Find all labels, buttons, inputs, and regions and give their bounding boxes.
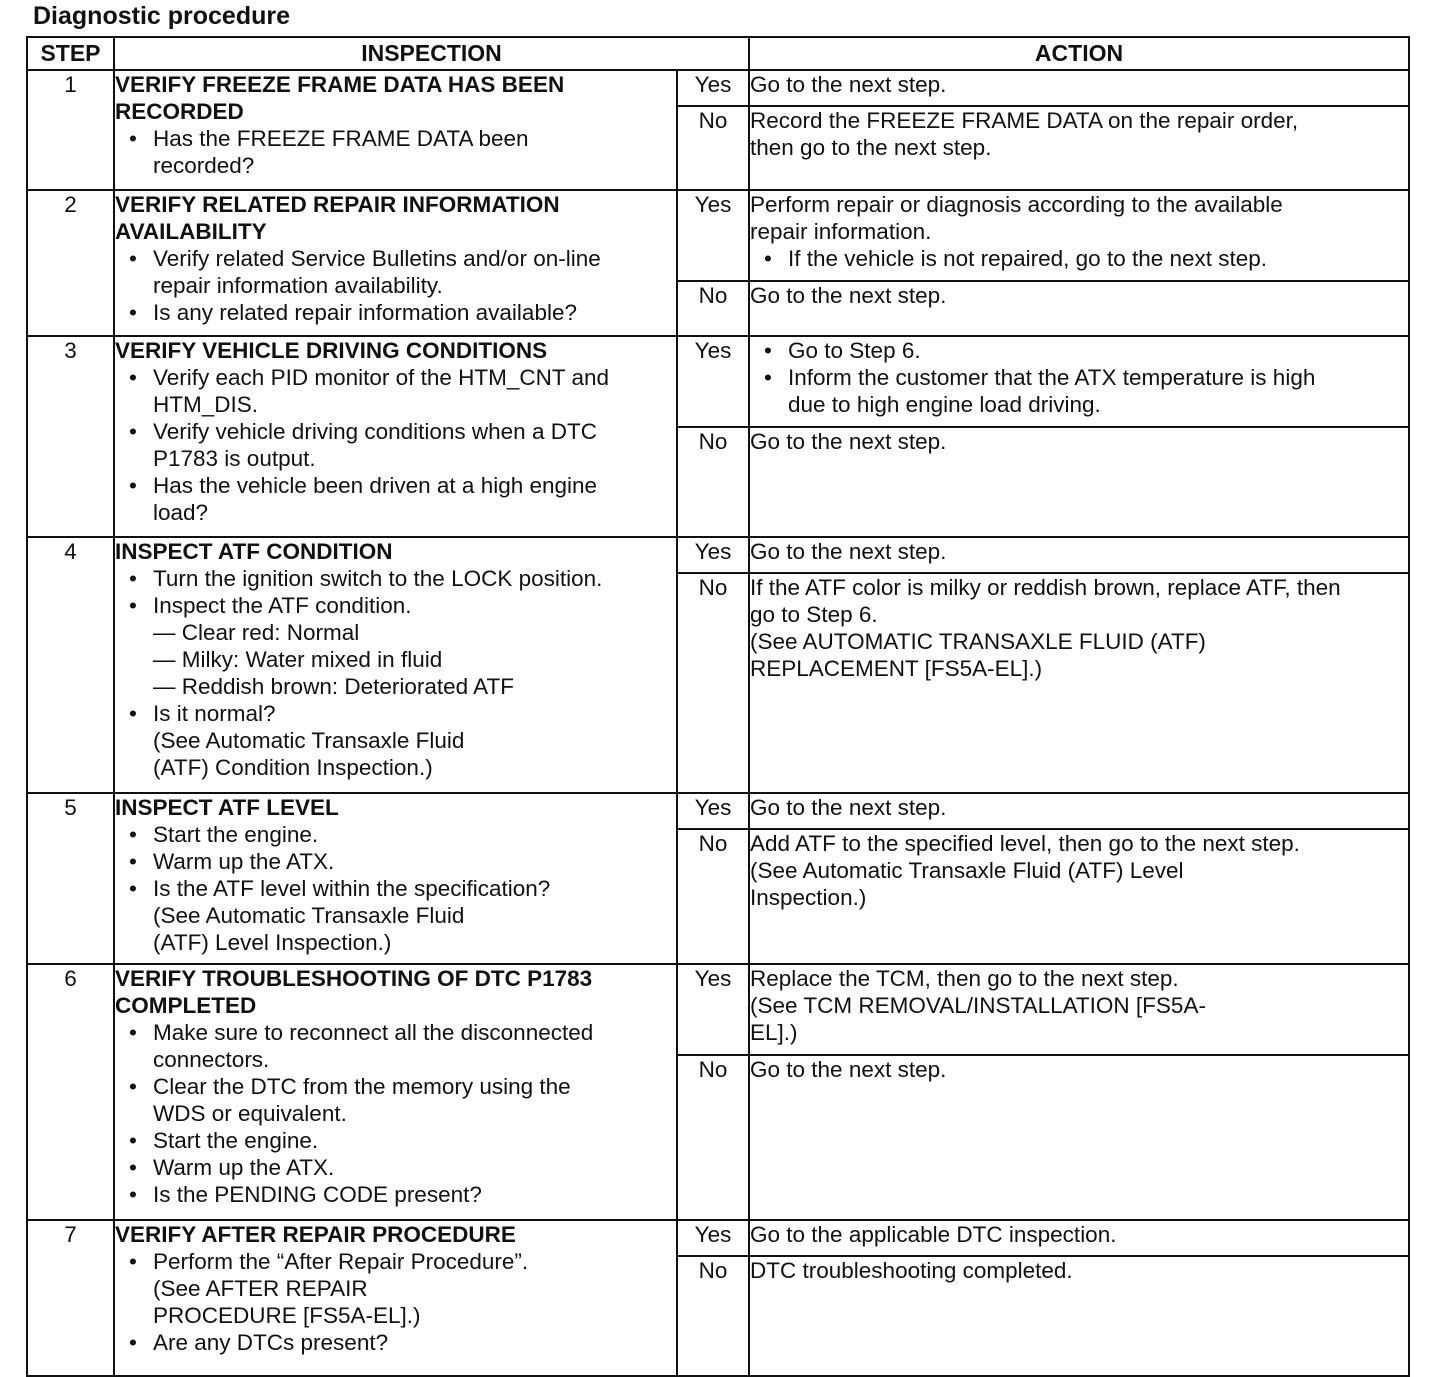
inspection-cell — [114, 190, 677, 336]
bullet-line: WDS or equivalent. — [153, 1101, 347, 1126]
action-bullet: • Go to Step 6. — [750, 337, 1408, 364]
inspection-heading-line: INSPECT ATF CONDITION — [115, 539, 393, 564]
action-line: Replace the TCM, then go to the next step. — [750, 966, 1179, 991]
step-number: 1 — [27, 70, 114, 190]
action-no — [749, 829, 1409, 964]
inspection-bullets — [115, 245, 676, 326]
action-line: EL].) — [750, 1020, 798, 1045]
bullet-line: load? — [153, 500, 209, 525]
bullet-line: (ATF) Condition Inspection.) — [153, 755, 433, 780]
inspection-bullet — [115, 700, 676, 781]
table-row — [27, 793, 1409, 829]
inspection-bullet — [115, 1248, 676, 1329]
bullet-line: repair information availability. — [153, 273, 443, 298]
no-label: No — [677, 106, 749, 190]
inspection-heading — [115, 794, 676, 821]
inspection-cell — [114, 537, 677, 793]
header-action: ACTION — [749, 37, 1409, 70]
step-number: 7 — [27, 1220, 114, 1376]
inspection-cell — [114, 964, 677, 1220]
inspection-heading — [115, 191, 676, 245]
inspection-heading-line: VERIFY VEHICLE DRIVING CONDITIONS — [115, 338, 548, 363]
no-label: No — [677, 281, 749, 336]
action-line: Record the FREEZE FRAME DATA on the repair order, — [750, 108, 1299, 133]
action-yes — [749, 190, 1409, 281]
bullet-line: (See Automatic Transaxle Fluid — [153, 903, 465, 928]
inspection-bullets — [115, 364, 676, 526]
inspection-bullets — [115, 565, 676, 781]
step-number: 6 — [27, 964, 114, 1220]
inspection-heading — [115, 1221, 676, 1248]
bullet-line: — Clear red: Normal — [153, 620, 360, 645]
inspection-bullets — [115, 125, 676, 179]
bullet-line: • Is the ATF level within the specification? — [153, 876, 551, 901]
bullet-line: HTM_DIS. — [153, 392, 259, 417]
table-row — [27, 336, 1409, 427]
inspection-bullet — [115, 1181, 676, 1208]
inspection-bullet — [115, 592, 676, 700]
action-line: Add ATF to the specified level, then go to the next step. — [750, 831, 1300, 856]
step-number: 5 — [27, 793, 114, 964]
inspection-heading-line: VERIFY RELATED REPAIR INFORMATION — [115, 192, 560, 217]
inspection-heading-line: VERIFY AFTER REPAIR PROCEDURE — [115, 1222, 516, 1247]
inspection-heading-line: VERIFY TROUBLESHOOTING OF DTC P1783 — [115, 966, 593, 991]
no-label: No — [677, 1055, 749, 1220]
diagnostic-procedure-table — [26, 36, 1410, 1377]
inspection-bullets — [115, 1019, 676, 1208]
action-bullets — [750, 337, 1408, 418]
action-line: DTC troubleshooting completed. — [750, 1258, 1073, 1283]
action-yes — [749, 336, 1409, 427]
inspection-bullet — [115, 875, 676, 956]
inspection-bullets — [115, 1248, 676, 1356]
inspection-bullets — [115, 821, 676, 956]
yes-label: Yes — [677, 793, 749, 829]
inspection-cell — [114, 793, 677, 964]
action-yes — [749, 70, 1409, 106]
inspection-cell — [114, 1220, 677, 1376]
action-line: Go to the applicable DTC inspection. — [750, 1222, 1117, 1247]
action-bullet: • If the vehicle is not repaired, go to the next step. — [750, 245, 1408, 272]
action-line: Perform repair or diagnosis according to the available — [750, 192, 1283, 217]
page-title: Diagnostic procedure — [33, 2, 290, 30]
inspection-bullet — [115, 1019, 676, 1073]
bullet-line: • Has the vehicle been driven at a high engine — [153, 473, 598, 498]
bullet-line: • Start the engine. — [153, 1128, 319, 1153]
action-line: (See TCM REMOVAL/INSTALLATION [FS5A- — [750, 993, 1206, 1018]
bullet-line: PROCEDURE [FS5A-EL].) — [153, 1303, 421, 1328]
action-no — [749, 573, 1409, 793]
bullet-line: • Verify related Service Bulletins and/or on-line — [153, 246, 601, 271]
bullet-line: • Inspect the ATF condition. — [153, 593, 412, 618]
no-label: No — [677, 427, 749, 537]
action-no — [749, 427, 1409, 537]
inspection-bullet — [115, 848, 676, 875]
inspection-bullet — [115, 1127, 676, 1154]
bullet-line: • Verify each PID monitor of the HTM_CNT and — [153, 365, 610, 390]
inspection-heading — [115, 965, 676, 1019]
table-row — [27, 70, 1409, 106]
inspection-cell — [114, 70, 677, 190]
action-line: (See AUTOMATIC TRANSAXLE FLUID (ATF) — [750, 629, 1206, 654]
bullet-line: • Perform the “After Repair Procedure”. — [153, 1249, 529, 1274]
bullet-line: (See AFTER REPAIR — [153, 1276, 368, 1301]
table-row — [27, 537, 1409, 573]
inspection-cell — [114, 336, 677, 537]
bullet-line: connectors. — [153, 1047, 270, 1072]
inspection-heading-line: AVAILABILITY — [115, 219, 267, 244]
bullet-line: • Clear the DTC from the memory using the — [153, 1074, 571, 1099]
inspection-bullet — [115, 821, 676, 848]
action-line: If the ATF color is milky or reddish brown, replace ATF, then — [750, 575, 1341, 600]
action-line: repair information. — [750, 219, 932, 244]
inspection-bullet — [115, 472, 676, 526]
action-no — [749, 1055, 1409, 1220]
yes-label: Yes — [677, 964, 749, 1055]
table-header-row — [27, 37, 1409, 70]
yes-label: Yes — [677, 70, 749, 106]
no-label: No — [677, 573, 749, 793]
bullet-line: • Turn the ignition switch to the LOCK position. — [153, 566, 603, 591]
inspection-bullet — [115, 418, 676, 472]
bullet-line: — Milky: Water mixed in fluid — [153, 647, 443, 672]
bullet-line: • Verify vehicle driving conditions when a DTC — [153, 419, 597, 444]
inspection-bullet — [115, 1073, 676, 1127]
bullet-line: • Is any related repair information available? — [153, 300, 577, 325]
action-line: go to Step 6. — [750, 602, 878, 627]
header-inspection: INSPECTION — [114, 37, 749, 70]
inspection-heading — [115, 538, 676, 565]
bullet-line: • Warm up the ATX. — [153, 1155, 335, 1180]
bullet-line: • Warm up the ATX. — [153, 849, 335, 874]
bullet-line: • Are any DTCs present? — [153, 1330, 389, 1355]
inspection-bullet — [115, 299, 676, 326]
inspection-bullet — [115, 1154, 676, 1181]
header-step: STEP — [27, 37, 114, 70]
inspection-heading-line: INSPECT ATF LEVEL — [115, 795, 339, 820]
bullet-line: (ATF) Level Inspection.) — [153, 930, 392, 955]
inspection-bullet — [115, 364, 676, 418]
action-line: then go to the next step. — [750, 135, 992, 160]
yes-label: Yes — [677, 1220, 749, 1256]
bullet-line: • Make sure to reconnect all the disconnected — [153, 1020, 594, 1045]
action-no — [749, 1256, 1409, 1376]
action-no — [749, 106, 1409, 190]
inspection-heading-line: COMPLETED — [115, 993, 257, 1018]
action-bullet-line: • Inform the customer that the ATX temperature is high — [788, 365, 1316, 390]
table-row — [27, 1220, 1409, 1256]
table-body — [27, 70, 1409, 1376]
table-row — [27, 964, 1409, 1055]
inspection-bullet — [115, 1329, 676, 1356]
inspection-bullet — [115, 125, 676, 179]
action-line: Go to the next step. — [750, 72, 947, 97]
action-yes — [749, 793, 1409, 829]
yes-label: Yes — [677, 537, 749, 573]
action-line: Go to the next step. — [750, 1057, 947, 1082]
table-row — [27, 190, 1409, 281]
action-line: Inspection.) — [750, 885, 867, 910]
inspection-heading — [115, 71, 676, 125]
step-number: 2 — [27, 190, 114, 336]
inspection-heading — [115, 337, 676, 364]
bullet-line: recorded? — [153, 153, 255, 178]
step-number: 4 — [27, 537, 114, 793]
action-yes — [749, 537, 1409, 573]
bullet-line: • Is it normal? — [153, 701, 276, 726]
action-bullets — [750, 245, 1408, 272]
no-label: No — [677, 829, 749, 964]
action-yes — [749, 1220, 1409, 1256]
action-bullet-line: due to high engine load driving. — [788, 392, 1101, 417]
bullet-line: • Has the FREEZE FRAME DATA been — [153, 126, 529, 151]
action-line: Go to the next step. — [750, 429, 947, 454]
inspection-heading-line: VERIFY FREEZE FRAME DATA HAS BEEN — [115, 72, 565, 97]
action-bullet — [750, 364, 1408, 418]
bullet-line: (See Automatic Transaxle Fluid — [153, 728, 465, 753]
action-line: Go to the next step. — [750, 283, 947, 308]
action-no — [749, 281, 1409, 336]
no-label: No — [677, 1256, 749, 1376]
action-line: Go to the next step. — [750, 795, 947, 820]
bullet-line: — Reddish brown: Deteriorated ATF — [153, 674, 514, 699]
action-yes — [749, 964, 1409, 1055]
step-number: 3 — [27, 336, 114, 537]
action-line: REPLACEMENT [FS5A-EL].) — [750, 656, 1043, 681]
bullet-line: • Start the engine. — [153, 822, 319, 847]
inspection-heading-line: RECORDED — [115, 99, 244, 124]
yes-label: Yes — [677, 190, 749, 281]
inspection-bullet — [115, 245, 676, 299]
bullet-line: • Is the PENDING CODE present? — [153, 1182, 482, 1207]
inspection-bullet — [115, 565, 676, 592]
action-line: Go to the next step. — [750, 539, 947, 564]
yes-label: Yes — [677, 336, 749, 427]
action-line: (See Automatic Transaxle Fluid (ATF) Level — [750, 858, 1184, 883]
bullet-line: P1783 is output. — [153, 446, 316, 471]
